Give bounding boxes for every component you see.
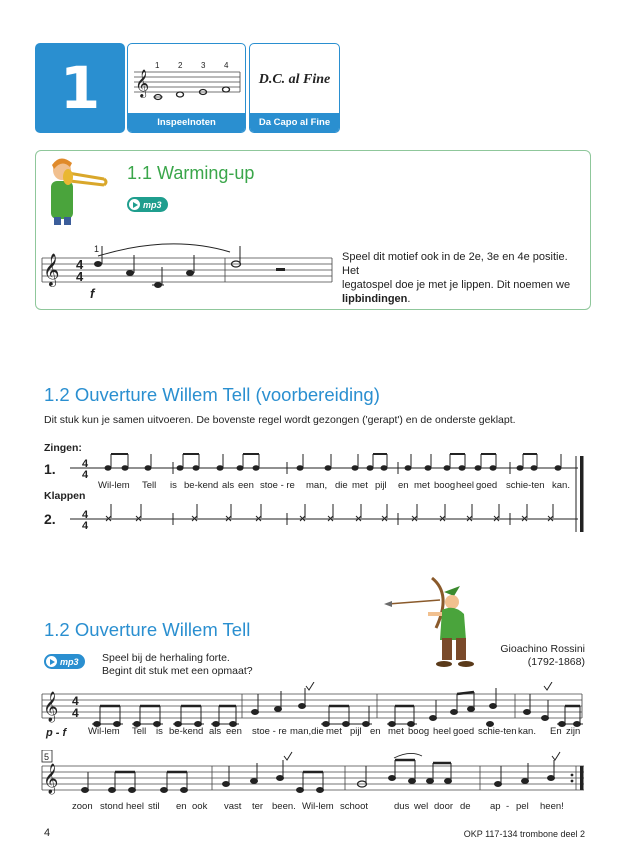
svg-text:4: 4 bbox=[82, 469, 89, 481]
measure-number-5: 5 bbox=[44, 752, 50, 762]
play-icon bbox=[129, 199, 140, 210]
mp3-label: mp3 bbox=[143, 199, 162, 210]
dc-al-fine-title: D.C. al Fine bbox=[258, 72, 331, 87]
warmup-notes-card bbox=[127, 43, 246, 133]
lyric: met bbox=[388, 726, 404, 737]
lyric: been. bbox=[272, 801, 296, 812]
composer-name: Gioachino Rossini bbox=[500, 643, 585, 655]
lyric: goed bbox=[476, 480, 498, 491]
prep-lyrics bbox=[98, 480, 588, 492]
lyric: goed bbox=[453, 726, 475, 737]
lyric: stond bbox=[100, 801, 124, 812]
lyric: boog bbox=[434, 480, 456, 491]
card-label-da-capo: Da Capo al Fine bbox=[250, 113, 339, 132]
lyric: pel bbox=[516, 801, 529, 812]
song-lyrics-2 bbox=[72, 801, 592, 813]
lyric: pijl bbox=[350, 726, 362, 737]
lyric: een bbox=[238, 480, 254, 491]
instruction-line-2: legatospel doe je met je lippen. Dit noemen we bbox=[342, 279, 571, 291]
song-mp3-button[interactable] bbox=[44, 654, 85, 669]
lyric: vast bbox=[224, 801, 242, 812]
lyric: kan. bbox=[518, 726, 536, 737]
treble-clef-icon: 𝄞 bbox=[43, 763, 59, 793]
lyric: wel bbox=[414, 801, 429, 812]
song-staff-2 bbox=[40, 750, 588, 800]
chapter-number: 1 bbox=[35, 43, 125, 133]
treble-clef-icon: 𝄞 bbox=[43, 254, 60, 285]
composer-years: (1792-1868) bbox=[527, 656, 585, 668]
inspeel-num-1: 1 bbox=[155, 61, 160, 70]
catalog-number: OKP 117-134 trombone deel 2 bbox=[463, 829, 585, 839]
svg-text:4: 4 bbox=[72, 694, 79, 708]
lyric: stoe - re bbox=[260, 480, 295, 491]
label-sing: Zingen: bbox=[44, 442, 82, 454]
inspeel-num-3: 3 bbox=[201, 61, 206, 70]
lyric: be-kend bbox=[169, 726, 204, 737]
composer-block bbox=[470, 643, 585, 669]
lyric: pijl bbox=[375, 480, 387, 491]
lyric: dus bbox=[394, 801, 410, 812]
lyric: als bbox=[209, 726, 222, 737]
lyric: ook bbox=[192, 801, 208, 812]
lyric: en bbox=[176, 801, 187, 812]
dc-al-fine-card bbox=[249, 43, 340, 133]
lyric: met bbox=[352, 480, 368, 491]
song-note-line-2: Begint dit stuk met een opmaat? bbox=[102, 665, 253, 677]
lyric: zijn bbox=[566, 726, 581, 737]
dynamic-forte: f bbox=[90, 286, 95, 301]
song-notes bbox=[102, 652, 253, 678]
prep-title: 1.2 Ouverture Willem Tell (voorbereiding) bbox=[44, 384, 380, 405]
inspeel-num-4: 4 bbox=[224, 61, 229, 70]
svg-text:4: 4 bbox=[82, 520, 89, 532]
svg-text:4: 4 bbox=[82, 509, 89, 521]
svg-text:𝄞: 𝄞 bbox=[135, 70, 150, 97]
treble-clef-icon: 𝄞 bbox=[43, 691, 59, 721]
row1-number: 1. bbox=[44, 461, 56, 477]
lyric: de bbox=[460, 801, 471, 812]
lyric: Tell bbox=[132, 726, 147, 737]
prep-intro: Dit stuk kun je samen uitvoeren. De bovenste regel wordt gezongen ('gerapt') en de onderste geklapt. bbox=[44, 414, 516, 426]
warmup-notes-staff bbox=[128, 44, 245, 112]
lyric: Tell bbox=[142, 480, 157, 491]
time-sig-bottom: 4 bbox=[76, 269, 84, 284]
inspeel-num-2: 2 bbox=[178, 61, 183, 70]
lyric: En bbox=[550, 726, 562, 737]
trombone-player-illustration bbox=[42, 155, 110, 225]
page-number: 4 bbox=[44, 827, 51, 839]
svg-text:4: 4 bbox=[72, 706, 79, 720]
lyric: man, bbox=[306, 480, 328, 491]
warmup-title-text: Warming-up bbox=[157, 163, 255, 183]
mp3-label: mp3 bbox=[60, 656, 79, 667]
song-lyrics-1 bbox=[88, 726, 588, 738]
warmup-mp3-button[interactable] bbox=[127, 197, 168, 212]
dynamic-p-f: p - f bbox=[46, 727, 67, 739]
instruction-end: . bbox=[407, 293, 411, 305]
lyric: kan. bbox=[552, 480, 570, 491]
lyric: een bbox=[226, 726, 242, 737]
play-icon bbox=[46, 656, 57, 667]
lyric: schie-ten bbox=[506, 480, 545, 491]
lyric: met bbox=[326, 726, 342, 737]
instruction-line-1: Speel dit motief ook in de 2e, 3e en 4e positie. Het bbox=[342, 251, 568, 277]
lyric: ter bbox=[252, 801, 264, 812]
lyric: ap bbox=[490, 801, 501, 812]
lyric: heel bbox=[456, 480, 474, 491]
lyric: heel bbox=[433, 726, 451, 737]
lyric: man,die bbox=[290, 726, 324, 737]
warmup-instructions bbox=[342, 250, 587, 306]
warmup-staff bbox=[40, 238, 338, 304]
lyric: Wil-lem bbox=[302, 801, 334, 812]
lyric: stoe - re bbox=[252, 726, 287, 737]
song-note-line-1: Speel bij de herhaling forte. bbox=[102, 652, 230, 664]
lyric: zoon bbox=[72, 801, 93, 812]
lyric: en bbox=[398, 480, 409, 491]
lyric: Wil-lem bbox=[98, 480, 130, 491]
lyric: die bbox=[335, 480, 348, 491]
warmup-title bbox=[127, 163, 254, 184]
lyric: be-kend bbox=[184, 480, 219, 491]
lyric: Wil-lem bbox=[88, 726, 120, 737]
warmup-number: 1.1 bbox=[127, 163, 153, 183]
lyric: met bbox=[414, 480, 430, 491]
lyric: stil bbox=[148, 801, 160, 812]
label-clap: Klappen bbox=[44, 490, 86, 502]
lyric: heel bbox=[126, 801, 144, 812]
lyric: schoot bbox=[340, 801, 368, 812]
lyric: door bbox=[434, 801, 454, 812]
svg-text:4: 4 bbox=[82, 458, 89, 470]
measure-number: 1 bbox=[94, 244, 100, 254]
row2-number: 2. bbox=[44, 511, 56, 527]
lyric: als bbox=[222, 480, 235, 491]
rhythm-staffs bbox=[70, 448, 590, 538]
time-sig-top: 4 bbox=[76, 257, 84, 272]
lyric: heen! bbox=[540, 801, 564, 812]
lyric: - bbox=[506, 801, 510, 812]
lyric: is bbox=[156, 726, 163, 737]
song-title: 1.2 Ouverture Willem Tell bbox=[44, 619, 251, 640]
lyric: en bbox=[370, 726, 381, 737]
card-label-inspeelnoten: Inspeelnoten bbox=[128, 113, 245, 132]
lyric: is bbox=[170, 480, 177, 491]
lyric: schie-ten bbox=[478, 726, 517, 737]
instruction-bold: lipbindingen bbox=[342, 293, 408, 305]
lyric: boog bbox=[408, 726, 430, 737]
